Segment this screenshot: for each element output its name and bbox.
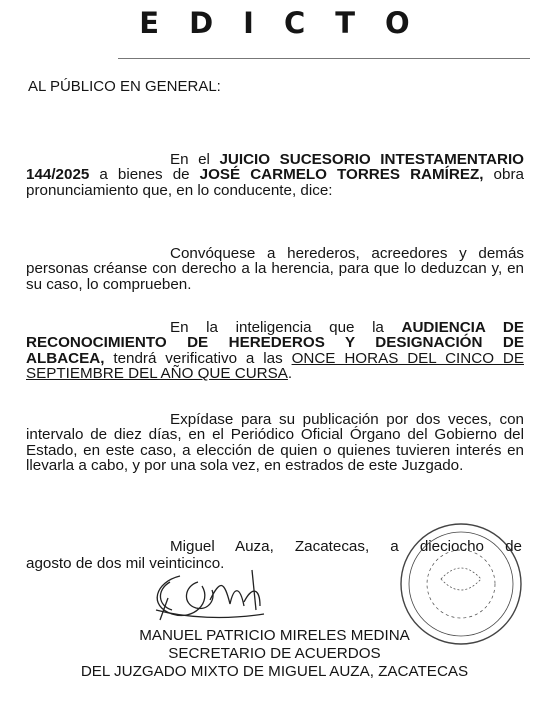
date-line-first	[26, 538, 522, 555]
deceased-name: JOSÉ CARMELO TORRES RAMÍREZ,	[199, 166, 484, 184]
case-intro: En el	[170, 151, 210, 168]
paragraph-hearing	[26, 320, 524, 382]
date-day: dieciocho	[419, 538, 484, 555]
document-title: EDICTO	[139, 6, 440, 40]
date-place: Miguel Auza, Zacatecas, a	[170, 538, 399, 555]
handwritten-signature	[140, 562, 330, 632]
convocation-text: Convóquese a herederos, acreedores y demás personas créanse con derecho a la herencia, para que lo deduzcan y, en su caso, lo comprueben.	[26, 245, 524, 293]
date-rest: agosto de dos mil veinticinco.	[26, 555, 225, 572]
paragraph-convocation	[26, 246, 524, 292]
title-underline	[118, 58, 530, 59]
date-de: de	[505, 538, 522, 555]
hearing-datetime: ONCE HORAS DEL CINCO DE SEPTIEMBRE DEL AÑO QUE CURSA	[26, 349, 524, 383]
hearing-name: AUDIENCIA DE RECONOCIMIENTO DE HEREDEROS Y DESIGNACIÓN DE ALBACEA,	[26, 319, 524, 367]
addressee-line: AL PÚBLICO EN GENERAL:	[28, 78, 221, 95]
signatory-name: MANUEL PATRICIO MIRELES MEDINA	[139, 627, 410, 644]
paragraph-case	[26, 152, 524, 198]
hearing-mid: tendrá verificativo a las	[113, 349, 283, 367]
case-mid: a bienes de	[99, 166, 190, 184]
publication-text: Expídase para su publicación por dos veces, con intervalo de diez días, en el Periódico Oficial Órgano del Gobierno del Estado, en este caso, a elección de quien o quienes tuvieren interés en llevarla a cabo, y por una sola vez, en estrados de este Juzgado.	[26, 411, 524, 475]
signatory-court: DEL JUZGADO MIXTO DE MIGUEL AUZA, ZACATECAS	[80, 663, 469, 680]
case-rest: obra pronunciamiento que, en lo conducente, dice:	[26, 166, 524, 199]
paragraph-publication	[26, 412, 524, 474]
hearing-intro: En la inteligencia que la	[170, 319, 384, 336]
case-name: JUICIO SUCESORIO INTESTAMENTARIO 144/2025	[26, 151, 524, 184]
hearing-end: .	[287, 365, 293, 383]
signatory-title: SECRETARIO DE ACUERDOS	[168, 645, 381, 662]
